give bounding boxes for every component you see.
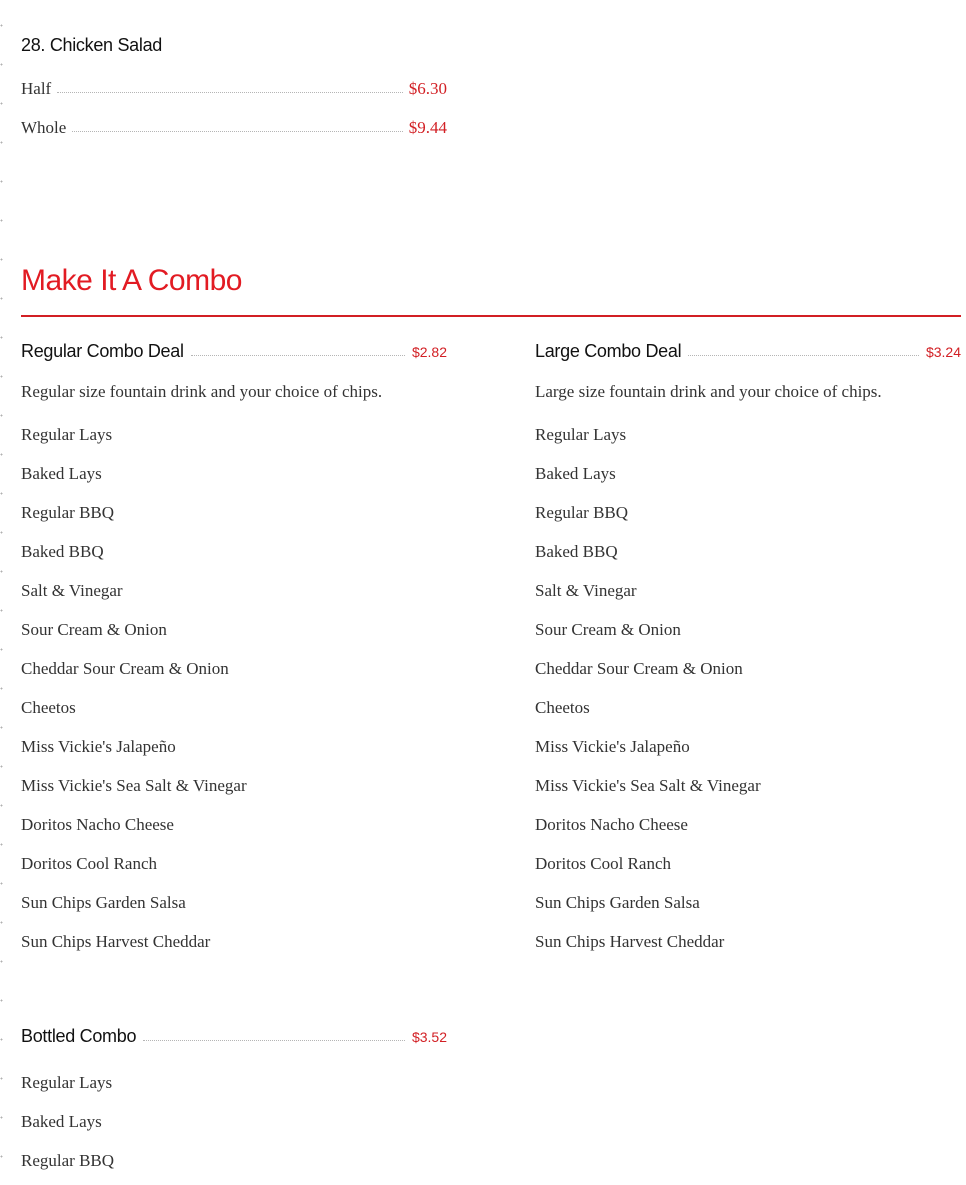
chip-option[interactable]: Sun Chips Garden Salsa bbox=[21, 893, 186, 912]
size-price: $6.30 bbox=[408, 79, 447, 98]
chip-option[interactable]: Cheddar Sour Cream & Onion bbox=[21, 659, 229, 678]
chip-option[interactable]: Sour Cream & Onion bbox=[535, 620, 681, 639]
dot-leader bbox=[143, 1039, 405, 1041]
chip-options-list-regular bbox=[21, 424, 247, 970]
chip-option[interactable]: Baked BBQ bbox=[21, 542, 104, 561]
chip-option[interactable]: Regular Lays bbox=[535, 425, 627, 444]
chip-option[interactable]: Salt & Vinegar bbox=[21, 581, 123, 600]
deal-description: Large size fountain drink and your choice of chips. bbox=[535, 382, 882, 401]
chip-option[interactable]: Baked Lays bbox=[21, 1112, 102, 1131]
combo-deal-large[interactable] bbox=[535, 341, 961, 367]
dot-leader bbox=[191, 354, 405, 356]
deal-price: $2.82 bbox=[411, 344, 447, 360]
chip-option[interactable]: Sun Chips Harvest Cheddar bbox=[535, 932, 725, 951]
chip-option[interactable]: Cheddar Sour Cream & Onion bbox=[535, 659, 743, 678]
chip-option[interactable]: Salt & Vinegar bbox=[535, 581, 637, 600]
left-edge-dots bbox=[0, 0, 3, 1185]
chip-option[interactable]: Regular Lays bbox=[21, 1073, 113, 1092]
chip-option[interactable]: Miss Vickie's Jalapeño bbox=[21, 737, 176, 756]
chip-option[interactable]: Regular BBQ bbox=[21, 503, 115, 522]
chip-option[interactable]: Doritos Nacho Cheese bbox=[535, 815, 688, 834]
chip-option[interactable]: Cheetos bbox=[21, 698, 76, 717]
chip-option[interactable]: Doritos Cool Ranch bbox=[21, 854, 157, 873]
chip-option[interactable]: Miss Vickie's Sea Salt & Vinegar bbox=[535, 776, 761, 795]
size-label: Whole bbox=[21, 118, 67, 137]
chip-option[interactable]: Doritos Cool Ranch bbox=[535, 854, 671, 873]
chip-option[interactable]: Regular BBQ bbox=[21, 1151, 115, 1170]
chip-option[interactable]: Sun Chips Harvest Cheddar bbox=[21, 932, 211, 951]
chip-option[interactable]: Sour Cream & Onion bbox=[21, 620, 167, 639]
combo-deal-bottled[interactable] bbox=[21, 1026, 447, 1052]
deal-description: Regular size fountain drink and your choice of chips. bbox=[21, 382, 383, 401]
chip-option[interactable]: Miss Vickie's Sea Salt & Vinegar bbox=[21, 776, 247, 795]
combo-deal-regular[interactable] bbox=[21, 341, 447, 367]
chip-option[interactable]: Cheetos bbox=[535, 698, 590, 717]
dot-leader bbox=[72, 130, 402, 132]
deal-price: $3.52 bbox=[411, 1029, 447, 1045]
chip-option[interactable]: Baked BBQ bbox=[535, 542, 618, 561]
chip-option[interactable]: Doritos Nacho Cheese bbox=[21, 815, 174, 834]
dot-leader bbox=[688, 354, 919, 356]
chip-option[interactable]: Miss Vickie's Jalapeño bbox=[535, 737, 690, 756]
section-title-make-it-a-combo: Make It A Combo bbox=[21, 264, 242, 297]
chip-options-list-large bbox=[535, 424, 761, 970]
deal-price: $3.24 bbox=[925, 344, 961, 360]
size-label: Half bbox=[21, 79, 52, 98]
deal-name: Large Combo Deal bbox=[535, 341, 682, 361]
size-option-half[interactable] bbox=[21, 79, 447, 103]
dot-leader bbox=[57, 91, 403, 93]
deal-name: Regular Combo Deal bbox=[21, 341, 184, 361]
deal-name: Bottled Combo bbox=[21, 1026, 137, 1046]
size-option-whole[interactable] bbox=[21, 118, 447, 142]
item-title-chicken-salad: 28. Chicken Salad bbox=[21, 35, 162, 55]
size-price: $9.44 bbox=[408, 118, 447, 137]
chip-option[interactable]: Regular BBQ bbox=[535, 503, 629, 522]
chip-option[interactable]: Baked Lays bbox=[535, 464, 616, 483]
section-divider bbox=[21, 315, 961, 317]
chip-option[interactable]: Regular Lays bbox=[21, 425, 113, 444]
chip-option[interactable]: Baked Lays bbox=[21, 464, 102, 483]
chip-option[interactable]: Sun Chips Garden Salsa bbox=[535, 893, 700, 912]
chip-options-list-bottled bbox=[21, 1072, 114, 1185]
